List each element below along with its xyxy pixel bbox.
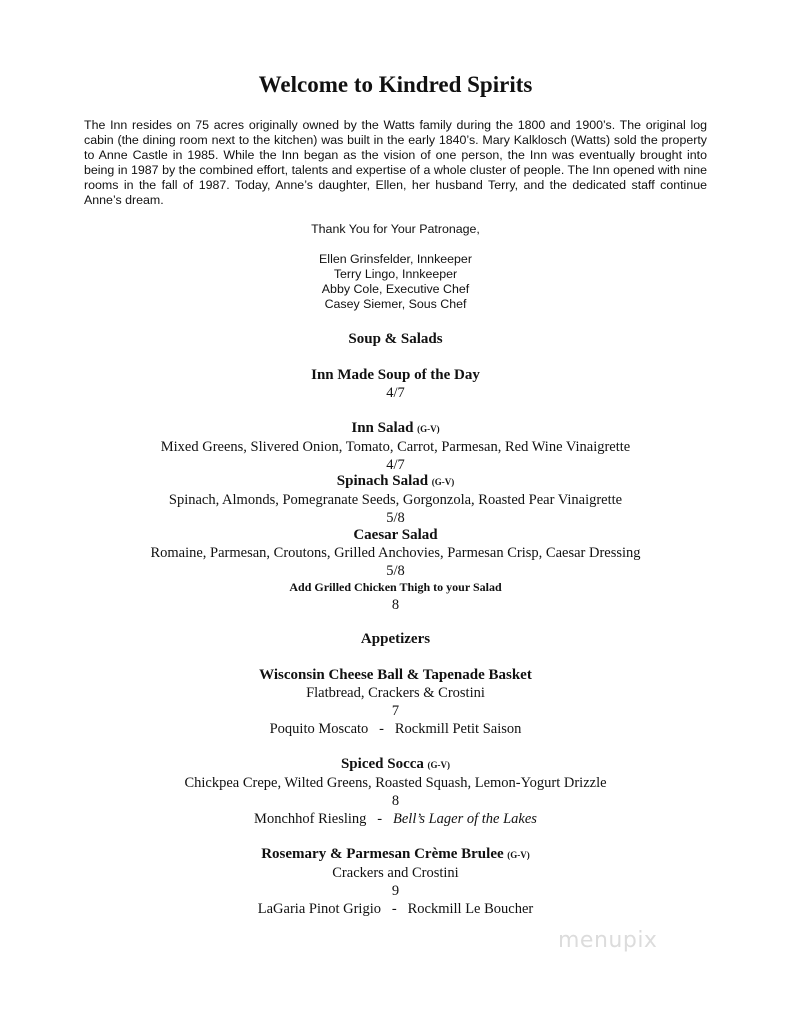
pairing-separator: - <box>377 811 383 827</box>
item-name: Rosemary & Parmesan Crème Brulee <box>261 846 504 862</box>
menu-item-creme-brulee <box>0 845 791 918</box>
menu-item-soup <box>0 366 791 402</box>
pairing-separator: - <box>391 901 397 917</box>
menu-item-caesar-salad <box>0 526 791 580</box>
diet-tag: (G-V) <box>417 424 440 434</box>
item-price: 8 <box>391 597 400 613</box>
item-name: Add Grilled Chicken Thigh to your Salad <box>289 580 502 594</box>
beer-pairing: Bell’s Lager of the Lakes <box>393 811 537 827</box>
item-price: 8 <box>391 793 400 809</box>
section-heading-soup-salads: Soup & Salads <box>348 331 443 347</box>
menu-item-inn-salad <box>0 419 791 474</box>
beer-pairing: Rockmill Le Boucher <box>407 901 534 917</box>
drink-pairing <box>0 810 791 828</box>
menu-item-cheese-ball <box>0 666 791 738</box>
item-description: Mixed Greens, Slivered Onion, Tomato, Carrot, Parmesan, Red Wine Vinaigrette <box>160 439 631 455</box>
thanks-line: Thank You for Your Patronage, <box>311 222 480 236</box>
page-title: Welcome to Kindred Spirits <box>258 72 533 97</box>
item-name: Inn Made Soup of the Day <box>311 367 480 383</box>
item-name: Spinach Salad <box>336 473 429 489</box>
diet-tag: (G-V) <box>431 477 455 487</box>
item-description: Flatbread, Crackers & Crostini <box>306 685 485 701</box>
item-price: 4/7 <box>386 457 405 473</box>
item-name: Inn Salad <box>351 420 414 436</box>
item-price: 5/8 <box>386 563 405 579</box>
menu-item-spinach-salad <box>0 472 791 527</box>
item-description: Crackers and Crostini <box>332 865 459 881</box>
menu-item-addon <box>0 578 791 614</box>
item-description: Romaine, Parmesan, Croutons, Grilled Anchovies, Parmesan Crisp, Caesar Dressing <box>150 545 641 561</box>
staff-item: Casey Siemer, Sous Chef <box>324 297 467 311</box>
item-name: Wisconsin Cheese Ball & Tapenade Basket <box>259 667 532 683</box>
staff-item: Ellen Grinsfelder, Innkeeper <box>319 252 472 266</box>
item-description: Spinach, Almonds, Pomegranate Seeds, Gorgonzola, Roasted Pear Vinaigrette <box>168 492 623 508</box>
item-price: 4/7 <box>386 385 405 401</box>
menu-item-socca <box>0 755 791 828</box>
drink-pairing <box>0 900 791 918</box>
diet-tag: (G-V) <box>427 760 451 770</box>
diet-tag: (G-V) <box>507 850 530 860</box>
staff-item: Terry Lingo, Innkeeper <box>333 267 458 281</box>
item-name: Spiced Socca <box>340 756 424 772</box>
drink-pairing <box>0 720 791 738</box>
wine-pairing: Poquito Moscato <box>269 721 369 737</box>
watermark-logo: menupix <box>558 928 658 953</box>
beer-pairing: Rockmill Petit Saison <box>394 721 522 737</box>
wine-pairing: LaGaria Pinot Grigio <box>257 901 381 917</box>
item-price: 5/8 <box>386 510 405 526</box>
intro-paragraph: The Inn resides on 75 acres originally owned by the Watts family during the 1800 and 1900’s. The original log cabin (the dining room next to the kitchen) was built in the early 1840’s. Mary Kalklosch (Watts) sold the property to Anne Castle in 1985. While the Inn began as the vision of one person, the Inn was eventually brought into being in 1987 by the combined effort, talents and expertise of a whole cluster of people. The Inn opened with nine rooms in the fall of 1987. Today, Anne’s daughter, Ellen, her husband Terry, and the dedicated staff continue Anne’s dream. <box>84 118 707 207</box>
item-price: 9 <box>391 883 400 899</box>
item-price: 7 <box>391 703 400 719</box>
staff-list <box>0 252 791 312</box>
wine-pairing: Monchhof Riesling <box>254 811 367 827</box>
section-heading-appetizers: Appetizers <box>360 631 431 647</box>
item-description: Chickpea Crepe, Wilted Greens, Roasted Squash, Lemon-Yogurt Drizzle <box>184 775 607 791</box>
staff-item: Abby Cole, Executive Chef <box>321 282 470 296</box>
item-name: Caesar Salad <box>353 527 438 543</box>
pairing-separator: - <box>379 721 385 737</box>
